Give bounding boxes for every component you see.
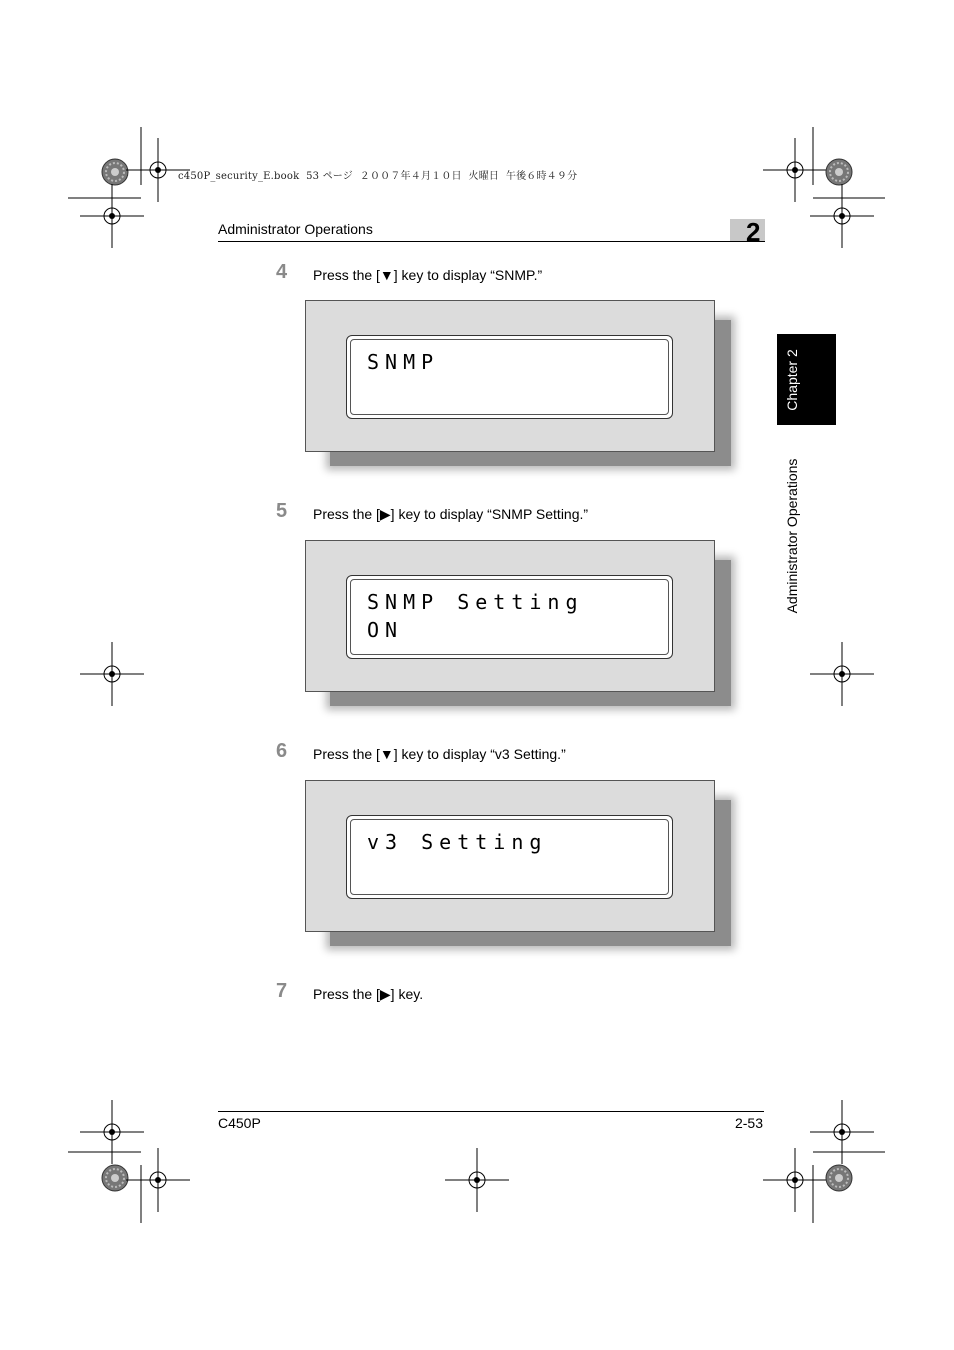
control-panel-display bbox=[305, 540, 715, 692]
chapter-number: 2 bbox=[746, 217, 761, 247]
crosshair-icon bbox=[810, 642, 874, 706]
crosshair-icon bbox=[763, 1148, 827, 1212]
footer-rule bbox=[218, 1111, 764, 1112]
lcd-screen bbox=[346, 335, 673, 419]
step-number: 7 bbox=[276, 980, 288, 1002]
step-instruction: Press the [▶] key. bbox=[313, 986, 424, 1002]
step-instruction: Press the [▶] key to display “SNMP Setting.” bbox=[313, 506, 589, 522]
step-number: 6 bbox=[276, 740, 288, 762]
section-side-label: Administrator Operations bbox=[784, 458, 800, 614]
footer-page-number: 2-53 bbox=[734, 1115, 763, 1131]
crosshair-icon bbox=[763, 138, 827, 202]
sun-mark-icon bbox=[826, 1165, 852, 1191]
step-instruction: Press the [▼] key to display “SNMP.” bbox=[313, 267, 543, 283]
step-number: 5 bbox=[276, 500, 288, 522]
lcd-line-1: v3 Setting bbox=[367, 830, 548, 854]
footer-model: C450P bbox=[218, 1115, 261, 1131]
sun-mark-icon bbox=[102, 159, 128, 185]
control-panel-display bbox=[305, 780, 715, 932]
control-panel-display bbox=[305, 300, 715, 452]
step-number: 4 bbox=[276, 261, 288, 283]
crosshair-icon bbox=[80, 642, 144, 706]
header-rule bbox=[218, 241, 765, 242]
sun-mark-icon bbox=[826, 159, 852, 185]
crosshair-icon bbox=[126, 1148, 190, 1212]
crosshair-icon bbox=[80, 184, 144, 248]
lcd-line-1: SNMP Setting bbox=[367, 590, 584, 614]
crosshair-icon bbox=[445, 1148, 509, 1212]
sun-mark-icon bbox=[102, 1165, 128, 1191]
step-instruction: Press the [▼] key to display “v3 Setting.” bbox=[313, 746, 566, 762]
lcd-screen bbox=[346, 815, 673, 899]
crosshair-icon bbox=[810, 184, 874, 248]
crosshair-icon bbox=[810, 1100, 874, 1164]
lcd-screen bbox=[346, 575, 673, 659]
running-header-title: Administrator Operations bbox=[218, 221, 373, 237]
lcd-line-2: ON bbox=[367, 618, 404, 642]
lcd-line-1: SNMP bbox=[367, 350, 440, 374]
chapter-side-tab-label: Chapter 2 bbox=[784, 349, 800, 411]
crosshair-icon bbox=[80, 1100, 144, 1164]
book-file-info: c450P_security_E.book 53 ページ ２００７年４月１０日 火曜日 午後６時４９分 bbox=[178, 171, 578, 182]
